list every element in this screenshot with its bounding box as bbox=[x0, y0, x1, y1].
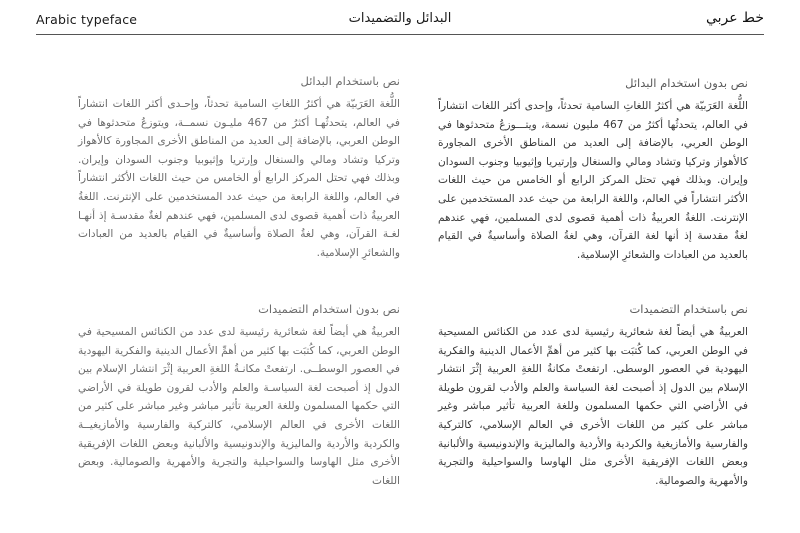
section-body: العربيةُ هي أيضاً لغة شعائرية رئيسية لدى عدد من الكنائس المسيحية في الوطن العربي، كما كُتبَت بها كثير من أهمِّ الأعمال الدينية والفكرية اليهودية في العصور الوسطــى. ارتفعتْ مكانـةُ اللغةِ العربية إثْرَ انتشار الإسلام بين الدول إذ أصبحت لغة السياسـة والعلم والأدب لقرون طويلة في الأراضي التي حكمها المسلمون وللغة العربية تأثير مباشر وغير مباشر على كثير من اللغات الأخرى في العالم الإسلامي، كالتركية والفارسية والأمازيغيــة والكردية والأردية والماليزية والإندونيسية والألبانية وبعض اللغات الإفريقية الأخرى مثل الهاوسا والسواحيلية والتجرية والأمهرية والصومالية. وبعض اللغات bbox=[78, 326, 400, 487]
page-header bbox=[0, 0, 800, 36]
document-title: خط عربي bbox=[705, 10, 764, 26]
section-right-bottom bbox=[438, 301, 748, 490]
section-body: اللُّغة العَرَبيّة هي أكثرُ اللغاتِ السامية تحدثاً، وإحدى أكثر اللغات انتشاراً في العالم، يتحدثُها أكثرُ من 467 مليون نسمة، ويتـــوزعُ متحدثوها في الوطن العربي، بالإضافة إلى العديد من المناطق الأخرى المجاورة كالأهواز وتركيا وتشاد ومالي والسنغال وإرتيريا وإثيوبيا وجنوب السودان وإيران. وبذلك فهي تحتل المركز الرابع أو الخامس من حيث اللغات الأكثر انتشاراً في العالم، واللغة الرابعة من حيث عدد المستخدمين على الإنترنت. اللغةُ العربيةُ ذات أهمية قصوى لدى المسلمين، فهي عندهم لغةٌ مقدسة إذ أنها لغة القرآن، وهي لغةُ الصلاة وأساسيةٌ في القيام بالعديد من العبادات والشعائرِ الإسلامية. bbox=[438, 100, 748, 261]
section-body: العربيةُ هي أيضاً لغة شعائرية رئيسية لدى عدد من الكنائس المسيحية في الوطن العربي، كما كُتبَت بها كثير من أهمِّ الأعمال الدينية والفكرية اليهودية في العصور الوسطى. ارتفعتْ مكانةُ اللغةِ العربية إثْرَ انتشار الإسلام بين الدول إذ أصبحت لغة السياسة والعلم والأدب لقرون طويلة في الأراضي التي حكمها المسلمون وللغة العربية تأثير مباشر وغير مباشر على كثير من اللغات الأخرى في العالم الإسلامي، كالتركية والفارسية والأمازيغية والكردية والأردية والماليزية والإندونيسية والألبانية وبعض اللغات الإفريقية الأخرى مثل الهاوسا والسواحيلية والتجرية والأمهرية والصومالية. bbox=[438, 326, 748, 487]
section-left-bottom bbox=[78, 301, 400, 490]
section-title: نص باستخدام التضميدات bbox=[629, 302, 748, 316]
section-title: نص بدون استخدام البدائل bbox=[625, 76, 748, 90]
page-title: البدائل والتضميدات bbox=[348, 11, 452, 26]
typeface-label: Arabic typeface bbox=[36, 12, 138, 27]
header-divider bbox=[36, 34, 764, 35]
section-title: نص باستخدام البدائل bbox=[300, 74, 400, 88]
section-body: اللُّغة العَرَبيّة هي أكثرُ اللغاتِ السامية تحدثاً، وإحـدى أكثر اللغات انتشاراً في العالم، يتحدثُهـا أكثرُ من 467 مليـون نسمــة، ويتوزعُ متحدثوها في الوطن العربي، بالإضافة إلى العديد من المناطق الأخرى المجاورة كالأهواز وتركيا وتشاد ومالي والسنغال وإرتريا وإثيوبيا وجنوب السودان وإيران. وبذلك فهي تحتل المركز الرابع أو الخامس من حيث اللغات الأكثر انتشاراً في العالم، واللغة الرابعة من حيث عدد المستخدمين على الإنترنت. اللغةُ العربيةُ ذات أهمية قصوى لدى المسلمين، فهي عندهم لغةٌ مقدسـة إذ أنهـا لغـة القرآن، وهي لغةُ الصلاة وأساسيةٌ في القيام بالعديد من العبادات والشعائرِ الإسلامية. bbox=[78, 98, 400, 259]
section-title: نص بدون استخدام التضميدات bbox=[258, 302, 400, 316]
section-left-top bbox=[78, 73, 400, 262]
section-right-top bbox=[438, 75, 748, 264]
